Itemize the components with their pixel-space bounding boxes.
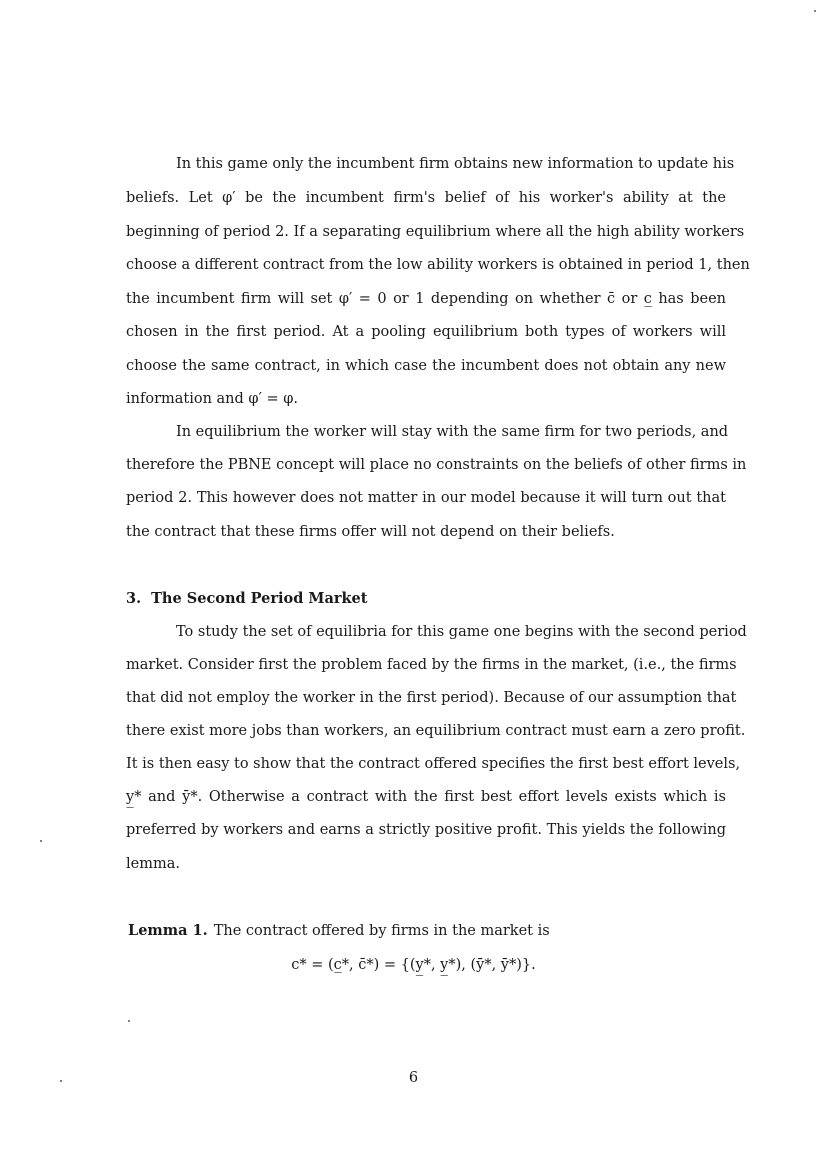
paragraph-3-line-1: To study the set of equilibria for this game one begins with the second period	[176, 624, 747, 640]
paragraph-3-line-4: there exist more jobs than workers, an equilibrium contract must earn a zero profit.	[126, 723, 746, 739]
paragraph-2-line-2: therefore the PBNE concept will place no constraints on the beliefs of other firms in	[126, 457, 747, 473]
paragraph-1-line-3: beginning of period 2. If a separating equilibrium where all the high ability workers	[126, 224, 745, 240]
paragraph-3-line-5: It is then easy to show that the contract offered specifies the first best effort levels,	[126, 756, 741, 772]
paragraph-3-line-7: preferred by workers and earns a strictly positive profit. This yields the following	[126, 822, 726, 838]
page-number: 6	[408, 1070, 419, 1086]
paragraph-1-line-1: In this game only the incumbent firm obtains new information to update his	[176, 156, 735, 172]
paragraph-1-line-2: beliefs. Let φ′ be the incumbent firm's belief of his worker's ability at the	[126, 190, 726, 206]
paragraph-2-line-1: In equilibrium the worker will stay with the same firm for two periods, and	[176, 424, 729, 440]
paragraph-1-line-6: chosen in the first period. At a pooling equilibrium both types of workers will	[126, 324, 726, 340]
lemma-equation: c* = (c̲*, c̄*) = {(y̲*, y̲*), (ȳ*, ȳ*)}.	[291, 957, 536, 973]
paragraph-1-line-5: the incumbent firm will set φ′ = 0 or 1 depending on whether c̄ or c̲ has been	[126, 291, 726, 307]
scan-speck	[40, 840, 42, 842]
paragraph-1-line-4: choose a different contract from the low ability workers is obtained in period 1, then	[126, 257, 750, 273]
lemma-label: Lemma 1.	[128, 922, 208, 939]
section-heading	[126, 589, 367, 609]
lemma-statement: The contract offered by firms in the market is	[213, 923, 550, 939]
section-title: The Second Period Market	[151, 590, 368, 607]
paragraph-3-line-6: y̲* and ȳ*. Otherwise a contract with the first best effort levels exists which is	[126, 789, 726, 805]
paragraph-1-line-7: choose the same contract, in which case the incumbent does not obtain any new	[126, 358, 726, 374]
paragraph-2-line-4: the contract that these firms offer will not depend on their beliefs.	[126, 524, 615, 540]
scan-speck	[60, 1080, 62, 1082]
paragraph-1-line-8: information and φ′ = φ.	[126, 391, 298, 407]
paragraph-3-line-8: lemma.	[126, 856, 180, 872]
paragraph-3-line-2: market. Consider first the problem faced by the firms in the market, (i.e., the firms	[126, 657, 737, 673]
paragraph-2-line-3: period 2. This however does not matter in our model because it will turn out that	[126, 490, 726, 506]
section-number: 3.	[126, 590, 142, 607]
scan-speck	[128, 1020, 130, 1022]
scan-speck	[814, 10, 816, 12]
paragraph-3-line-3: that did not employ the worker in the first period). Because of our assumption that	[126, 690, 737, 706]
lemma-1	[128, 921, 550, 941]
